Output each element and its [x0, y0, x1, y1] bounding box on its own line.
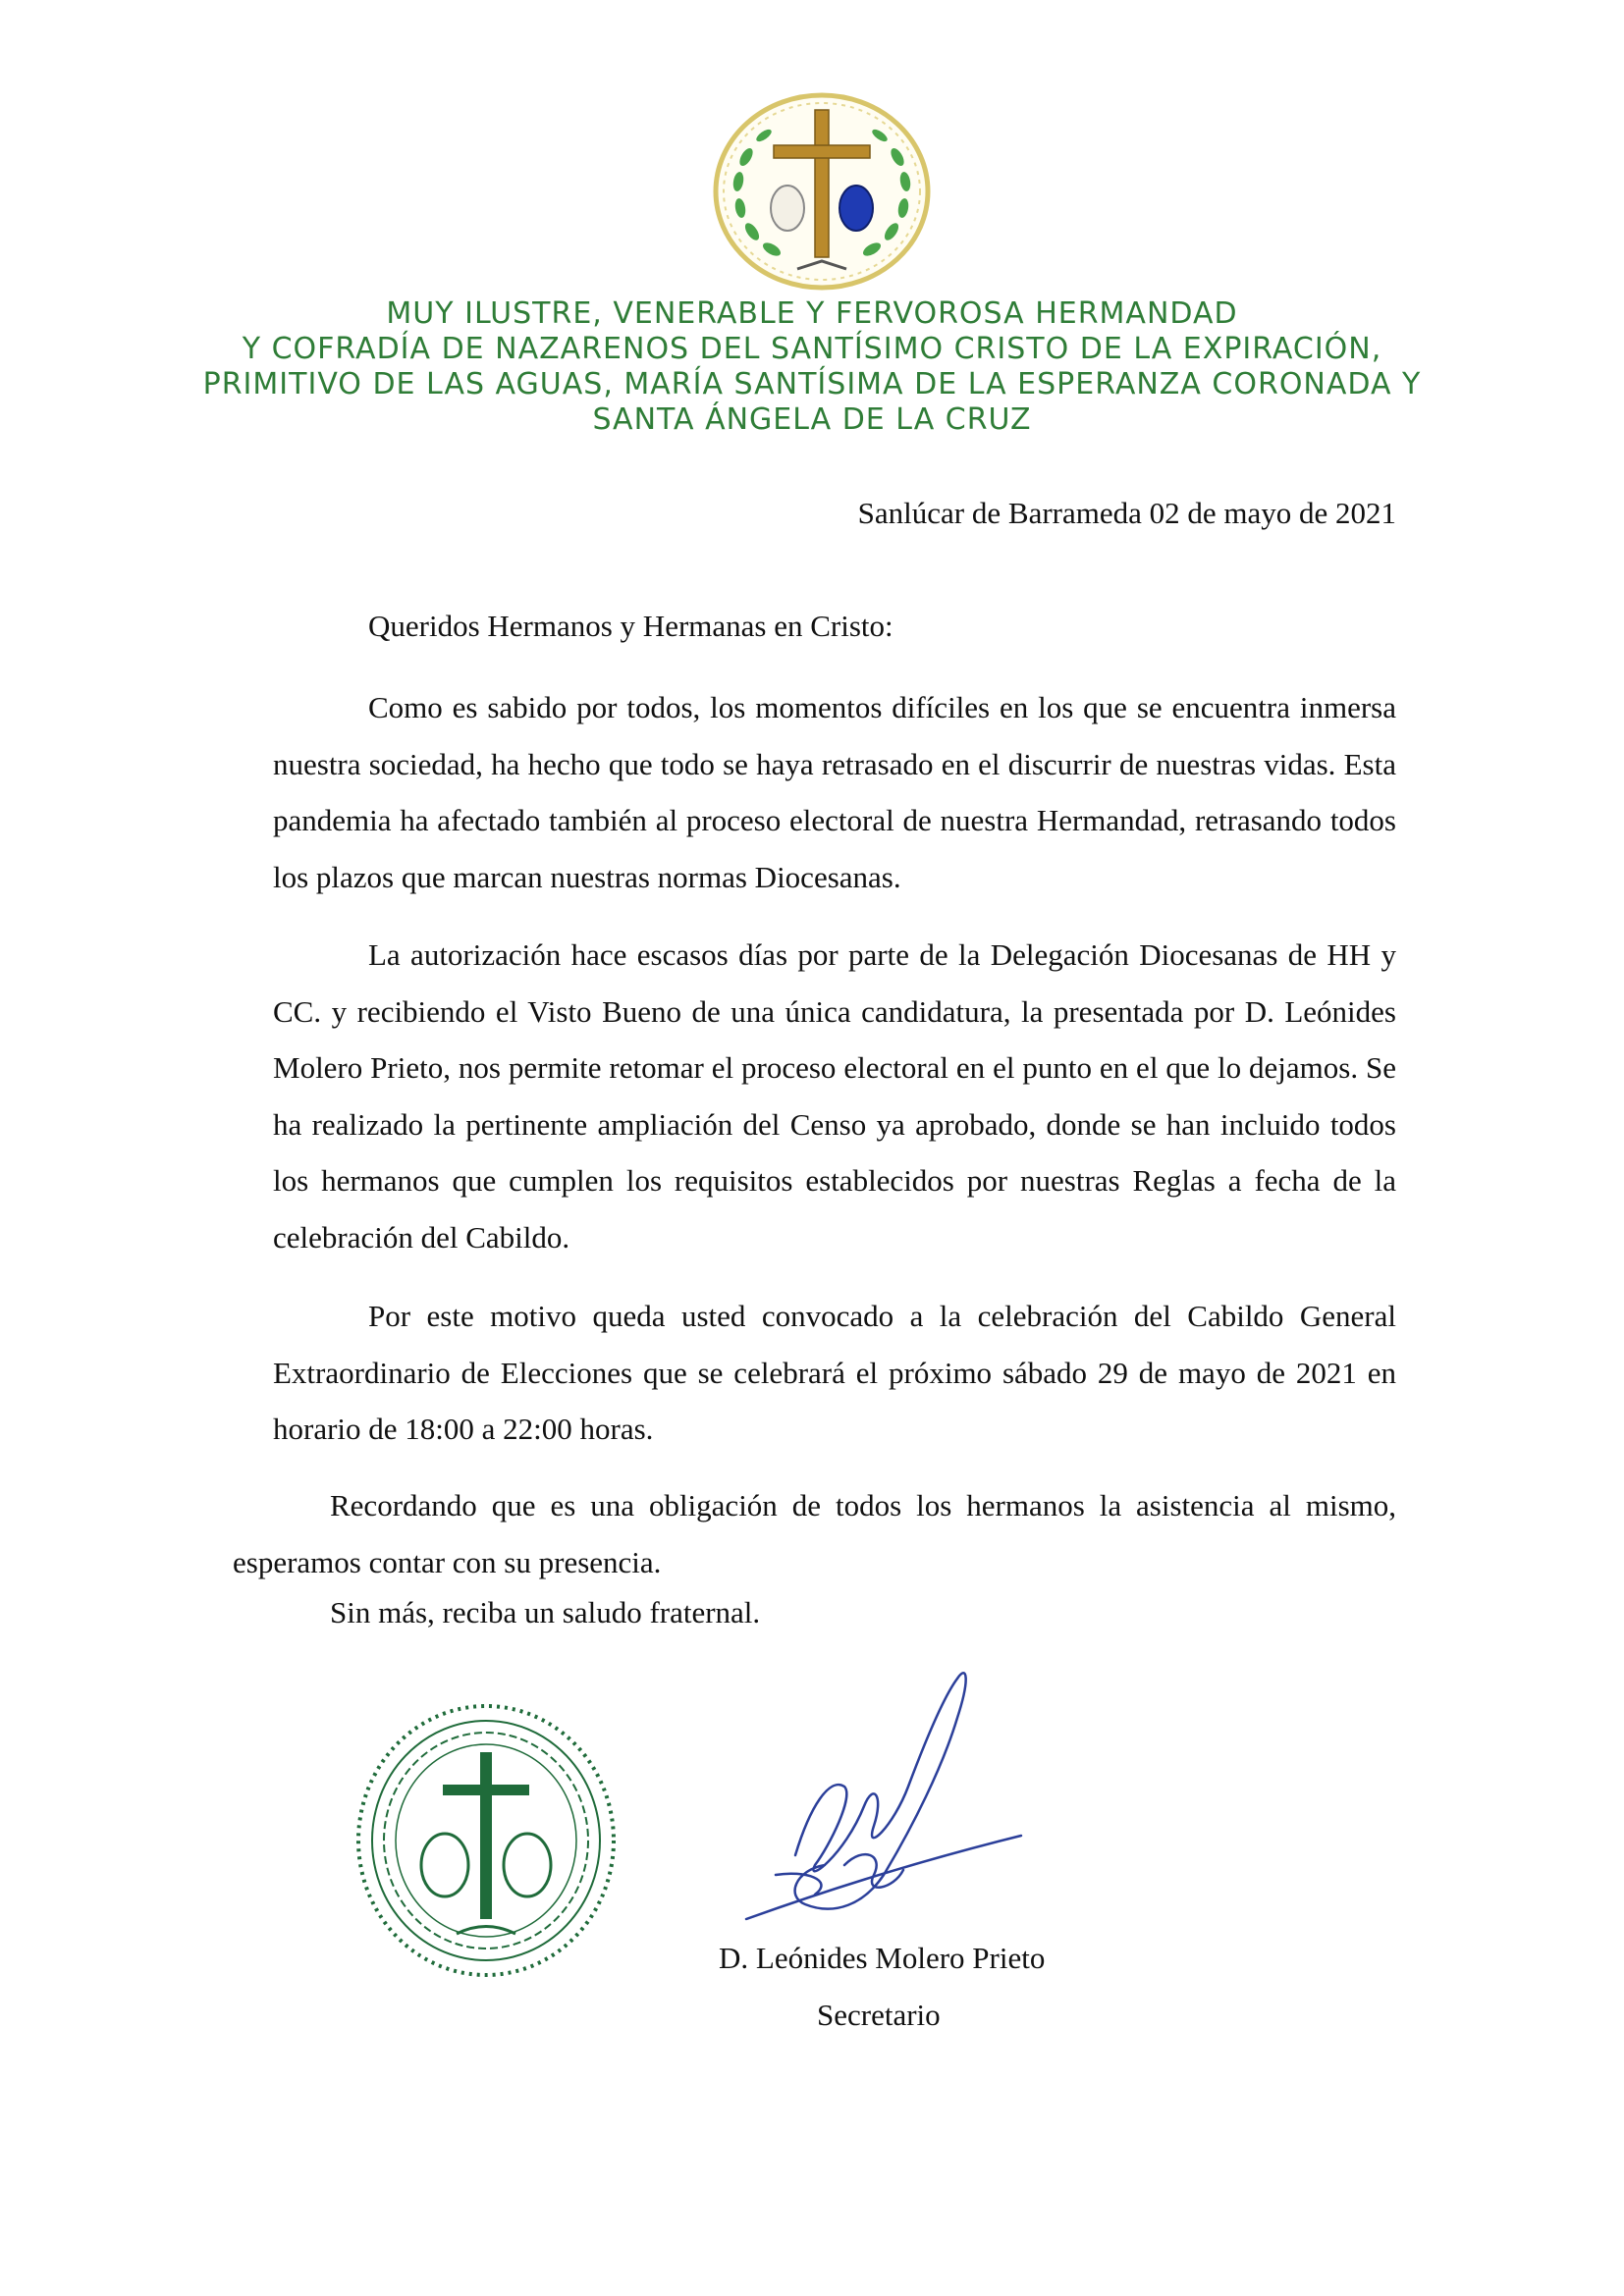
letter-salutation: Queridos Hermanos y Hermanas en Cristo:	[368, 609, 893, 643]
letterhead-line-2: Y COFRADÍA DE NAZARENOS DEL SANTÍSIMO CRISTO DE LA EXPIRACIÓN,	[242, 332, 1382, 366]
brotherhood-crest-icon	[709, 88, 935, 294]
letterhead-line-1: MUY ILUSTRE, VENERABLE Y FERVOROSA HERMANDAD	[386, 296, 1238, 331]
body-paragraph-3: Por este motivo queda usted convocado a la celebración del Cabildo General Extraordinario de Elecciones que se celebrará el próximo sábado 29 de mayo de 2021 en horario de 18:00 a 22:00 horas.	[273, 1299, 1396, 1446]
body-paragraph-2: La autorización hace escasos días por parte de la Delegación Diocesanas de HH y CC. y recibiendo el Visto Bueno de una única candidatura, la presentada por D. Leónides Molero Prieto, nos permite retomar el proceso electoral en el punto en el que lo dejamos. Se ha realizado la pertinente ampliación del Censo ya aprobado, donde se han incluido todos los hermanos que cumplen los requisitos establecidos por nuestras Reglas a fecha de la celebración del Cabildo.	[273, 937, 1396, 1255]
signer-title: Secretario	[817, 1998, 941, 2032]
letterhead-line-3: PRIMITIVO DE LAS AGUAS, MARÍA SANTÍSIMA DE LA ESPERANZA CORONADA Y	[202, 367, 1422, 401]
letterhead-line-4: SANTA ÁNGELA DE LA CRUZ	[592, 402, 1032, 437]
green-seal-stamp-icon	[349, 1698, 623, 1983]
letter-date: Sanlúcar de Barrameda 02 de mayo de 2021	[857, 496, 1396, 530]
letter-closing: Sin más, reciba un saludo fraternal.	[330, 1595, 761, 1629]
body-paragraph-4: Recordando que es una obligación de todos los hermanos la asistencia al mismo, esperamos contar con su presencia.	[233, 1488, 1396, 1579]
letterhead-heading	[147, 296, 1477, 438]
signer-name: D. Leónides Molero Prieto	[719, 1941, 1046, 1975]
handwritten-signature-icon	[736, 1659, 1031, 1924]
body-paragraph-1: Como es sabido por todos, los momentos difíciles en los que se encuentra inmersa nuestra sociedad, ha hecho que todo se haya retrasado en el discurrir de nuestras vidas. Esta pandemia ha afectado también al proceso electoral de nuestra Hermandad, retrasando todos los plazos que marcan nuestras normas Diocesanas.	[273, 690, 1396, 894]
